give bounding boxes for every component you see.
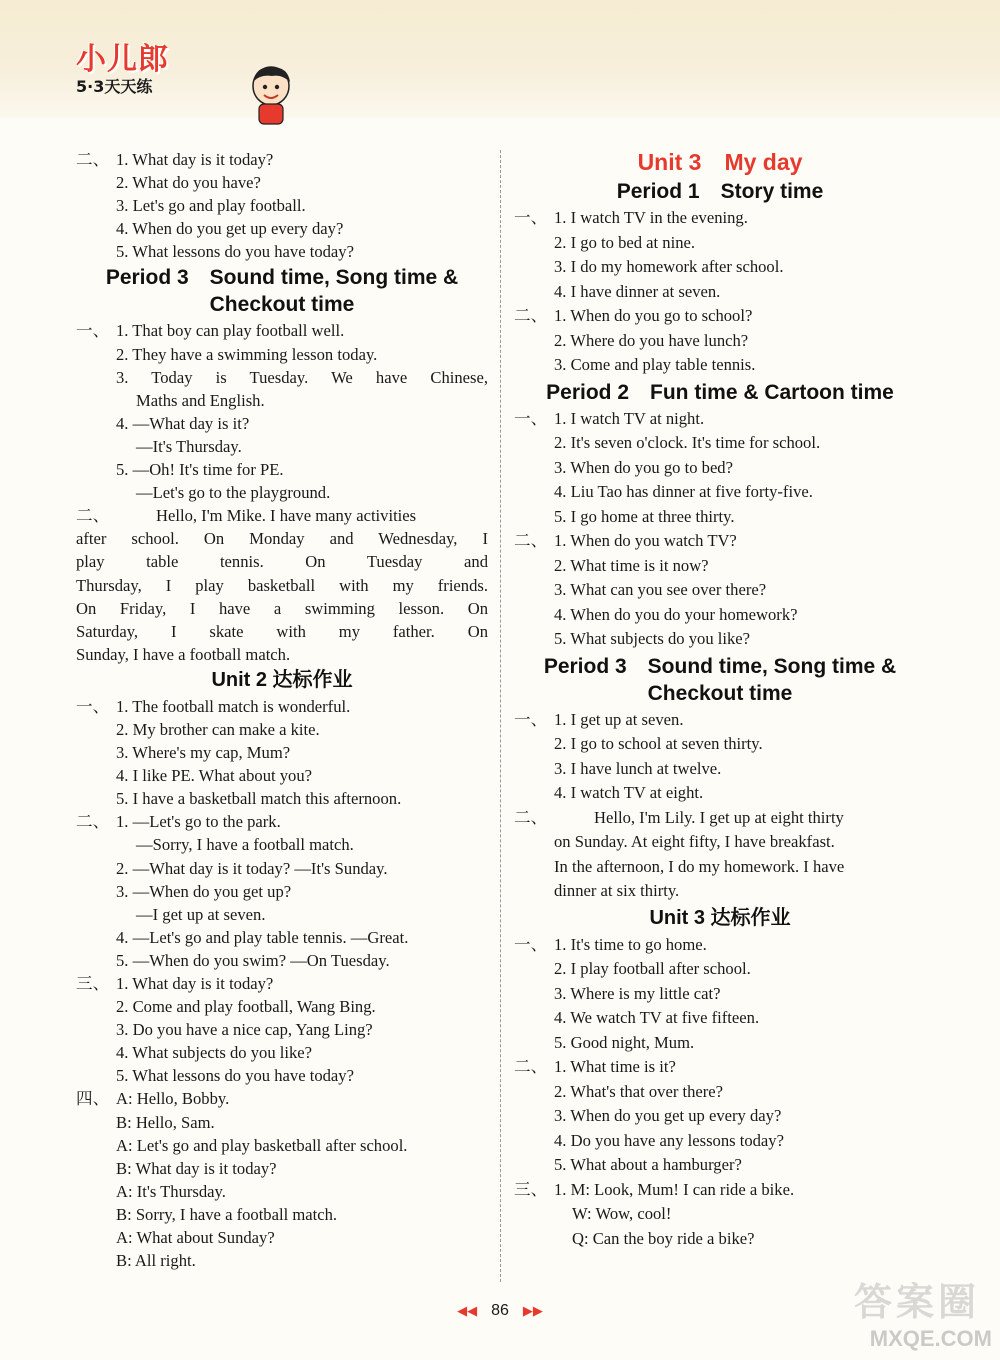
answer-text: Maths and English. — [136, 390, 265, 410]
answer-text: B: What day is it today? — [116, 1158, 277, 1178]
answer-line — [514, 757, 926, 782]
answer-line — [76, 620, 488, 643]
answer-text: Hello, I'm Mike. I have many activities — [156, 506, 417, 526]
answer-text: 1. What time is it? — [554, 1057, 676, 1076]
section-marker: 一、 — [514, 709, 548, 729]
answer-line — [514, 933, 926, 958]
answer-line — [76, 550, 488, 573]
answer-text: 2. I go to school at seven thirty. — [554, 734, 763, 753]
answer-text: 3. —When do you get up? — [116, 881, 292, 901]
section-marker: 二、 — [514, 807, 548, 827]
answer-line — [76, 343, 488, 366]
answer-line — [76, 833, 488, 856]
answer-line — [514, 957, 926, 982]
section-marker: 一、 — [76, 696, 110, 716]
section-marker: 二、 — [514, 1057, 548, 1076]
next-arrow-icon: ▶▶ — [522, 1303, 543, 1318]
answer-line — [76, 194, 488, 217]
answer-line — [514, 1006, 926, 1031]
answer-text: W: Wow, cool! — [572, 1204, 672, 1223]
left-column — [76, 148, 488, 1272]
answer-text: —It's Thursday. — [136, 436, 242, 456]
prev-arrow-icon: ◀◀ — [457, 1303, 478, 1318]
answer-line — [514, 1031, 926, 1056]
answer-text: 2. Come and play football, Wang Bing. — [116, 997, 376, 1017]
answer-line — [76, 926, 488, 949]
answer-text: 5. What about a hamburger? — [554, 1155, 742, 1174]
answer-text: In the afternoon, I do my homework. I have — [554, 856, 845, 876]
answer-text: 4. I like PE. What about you? — [116, 766, 313, 786]
answer-text: 3. Do you have a nice cap, Yang Ling? — [116, 1020, 373, 1040]
answer-line — [514, 480, 926, 505]
answer-line — [514, 603, 926, 628]
answer-line — [76, 1064, 488, 1087]
section-marker: 三、 — [514, 1179, 548, 1199]
answer-line — [514, 1153, 926, 1178]
answer-line — [76, 148, 488, 171]
answer-text: B: All right. — [116, 1251, 196, 1271]
answer-text: Sunday, I have a football match. — [76, 644, 291, 664]
answer-text: 2. I play football after school. — [554, 959, 751, 978]
answer-line — [76, 764, 488, 787]
page-number: 86 — [491, 1302, 509, 1319]
answer-text: 1. I watch TV at night. — [554, 408, 705, 428]
answer-text: 2. What do you have? — [116, 173, 261, 193]
answer-text: play table tennis. On Tuesday and — [76, 552, 488, 572]
answer-line — [76, 240, 488, 263]
answer-text: 2. I go to bed at nine. — [554, 232, 696, 252]
unit-test-heading: Unit 3 达标作业 — [649, 906, 791, 929]
answer-line — [514, 855, 926, 880]
answer-text: 5. What lessons do you have today? — [116, 1066, 354, 1086]
answer-text: 4. I watch TV at eight. — [554, 783, 704, 802]
answer-line — [514, 431, 926, 456]
answer-text: A: Let's go and play basketball after school. — [116, 1135, 408, 1155]
answer-line — [514, 781, 926, 806]
answer-line — [76, 1018, 488, 1041]
answer-text: Thursday, I play basketball with my friends. — [76, 575, 488, 595]
period-heading: Period 1 Story time — [616, 180, 824, 203]
answer-line — [76, 1226, 488, 1249]
answer-text: on Sunday. At eight fifty, I have breakfast. — [554, 832, 835, 851]
answer-line — [76, 597, 488, 620]
answer-line — [76, 504, 488, 527]
period-heading: Period 2 Fun time & Cartoon time — [546, 380, 894, 404]
brand-series: 5·3天天练 — [76, 77, 153, 96]
answer-line — [514, 708, 926, 733]
answer-text: 4. When do you get up every day? — [116, 219, 344, 239]
answer-text: 1. I watch TV in the evening. — [554, 208, 748, 227]
answer-line — [76, 718, 488, 741]
answer-text: 1. When do you go to school? — [554, 306, 753, 325]
answer-line — [76, 857, 488, 880]
answer-line — [514, 1104, 926, 1129]
answer-line — [76, 389, 488, 412]
mascot-boy-icon — [246, 64, 296, 126]
answer-text: 1. What day is it today? — [116, 150, 274, 169]
answer-text: 1. M: Look, Mum! I can ride a bike. — [554, 1179, 795, 1199]
unit-heading: Unit 3 My day — [637, 149, 803, 175]
answer-line — [514, 456, 926, 481]
answer-line — [514, 280, 926, 305]
answer-text: A: It's Thursday. — [116, 1181, 226, 1201]
section-marker: 四、 — [76, 1089, 110, 1109]
right-column — [514, 148, 926, 1251]
brand-name: 小儿郎 — [76, 42, 169, 77]
answer-text: A: What about Sunday? — [116, 1228, 275, 1248]
section-marker: 一、 — [76, 321, 110, 341]
answer-text: 3. I have lunch at twelve. — [554, 758, 722, 778]
answer-line — [76, 481, 488, 504]
answer-line — [76, 1203, 488, 1226]
brand-logo — [66, 30, 246, 100]
answer-line — [76, 995, 488, 1018]
answer-line — [76, 1041, 488, 1064]
answer-text: 5. What subjects do you like? — [554, 629, 751, 648]
answer-text: 3. I do my homework after school. — [554, 257, 784, 276]
answer-line — [76, 1111, 488, 1134]
answer-text: 1. The football match is wonderful. — [116, 696, 351, 716]
answer-line — [514, 1227, 926, 1252]
answer-text: 5. I go home at three thirty. — [554, 506, 735, 526]
answer-text: 4. Do you have any lessons today? — [554, 1130, 784, 1150]
answer-text: 3. Let's go and play football. — [116, 196, 306, 216]
answer-text: 4. I have dinner at seven. — [554, 281, 721, 301]
answer-text: 4. —Let's go and play table tennis. —Great. — [116, 927, 409, 947]
section-marker: 二、 — [514, 531, 548, 550]
answer-text: B: Hello, Sam. — [116, 1112, 215, 1132]
answer-text: 1. What day is it today? — [116, 974, 274, 993]
answer-text: 3. When do you get up every day? — [554, 1106, 782, 1125]
answer-line — [76, 435, 488, 458]
answer-text: On Friday, I have a swimming lesson. On — [76, 598, 488, 618]
answer-text: 1. It's time to go home. — [554, 934, 707, 954]
answer-text: 4. What subjects do you like? — [116, 1043, 313, 1063]
answer-line — [76, 319, 488, 342]
answer-line — [76, 643, 488, 666]
answer-line — [76, 1087, 488, 1110]
answer-text: 5. I have a basketball match this afternoon. — [116, 789, 402, 809]
answer-text: 5. —When do you swim? —On Tuesday. — [116, 950, 390, 970]
watermark-url: MXQE.COM — [869, 1326, 992, 1351]
answer-text: 1. When do you watch TV? — [554, 531, 737, 550]
answer-line — [514, 329, 926, 354]
answer-text: —I get up at seven. — [136, 904, 266, 924]
answer-text: 5. Good night, Mum. — [554, 1032, 695, 1052]
answer-text: 3. Come and play table tennis. — [554, 355, 756, 374]
section-marker: 二、 — [76, 812, 110, 832]
answer-text: 3. When do you go to bed? — [554, 457, 733, 477]
answer-line — [76, 171, 488, 194]
answer-line — [76, 1180, 488, 1203]
answer-line — [76, 412, 488, 435]
section-marker: 二、 — [76, 150, 110, 169]
answer-text: 2. Where do you have lunch? — [554, 330, 749, 350]
answer-text: 4. When do you do your homework? — [554, 604, 798, 624]
answer-line — [514, 982, 926, 1007]
answer-text: 5. What lessons do you have today? — [116, 242, 354, 262]
answer-line — [76, 366, 488, 389]
answer-line — [76, 458, 488, 481]
answer-line — [76, 903, 488, 926]
answer-text: Q: Can the boy ride a bike? — [572, 1228, 755, 1248]
answer-text: 3. Where's my cap, Mum? — [116, 743, 291, 763]
answer-line — [514, 806, 926, 831]
answer-line — [76, 217, 488, 240]
answer-text: 2. My brother can make a kite. — [116, 719, 320, 739]
answer-line — [76, 695, 488, 718]
answer-line — [514, 554, 926, 579]
answer-text: 2. It's seven o'clock. It's time for school. — [554, 433, 821, 452]
answer-text: 1. —Let's go to the park. — [116, 812, 281, 832]
answer-line — [76, 1134, 488, 1157]
unit-test-heading: Unit 2 达标作业 — [211, 668, 353, 691]
answer-line — [514, 529, 926, 554]
answer-line — [76, 949, 488, 972]
answer-line — [76, 1157, 488, 1180]
period-heading: Checkout time — [647, 681, 793, 705]
section-marker: 三、 — [76, 974, 110, 993]
answer-line — [514, 505, 926, 530]
answer-text: 4. We watch TV at five fifteen. — [554, 1008, 760, 1027]
answer-line — [76, 880, 488, 903]
answer-line — [514, 1202, 926, 1227]
answer-line — [514, 830, 926, 855]
answer-line — [514, 304, 926, 329]
answer-text: 2. What's that over there? — [554, 1081, 724, 1101]
answer-text: 4. —What day is it? — [116, 413, 250, 433]
section-marker: 一、 — [514, 208, 548, 227]
answer-text: 5. —Oh! It's time for PE. — [116, 460, 284, 480]
answer-text: after school. On Monday and Wednesday, I — [76, 529, 488, 549]
period-heading: Period 3 Sound time, Song time & — [543, 654, 897, 678]
column-divider — [500, 150, 501, 1282]
answer-line — [514, 353, 926, 378]
answer-text: 1. I get up at seven. — [554, 709, 684, 729]
answer-text: 4. Liu Tao has dinner at five forty-five. — [554, 482, 813, 501]
answer-line — [514, 231, 926, 256]
answer-text: 2. They have a swimming lesson today. — [116, 344, 378, 364]
answer-text: 3. Today is Tuesday. We have Chinese, — [116, 367, 488, 387]
answer-text: 2. What time is it now? — [554, 555, 709, 575]
answer-line — [514, 879, 926, 904]
answer-text: 3. What can you see over there? — [554, 580, 767, 599]
section-marker: 一、 — [514, 934, 548, 954]
answer-line — [514, 1129, 926, 1154]
answer-line — [514, 627, 926, 652]
answer-line — [76, 741, 488, 764]
answer-text: Saturday, I skate with my father. On — [76, 621, 488, 641]
answer-text: 2. —What day is it today? —It's Sunday. — [116, 858, 388, 878]
answer-line — [76, 972, 488, 995]
answer-line — [514, 1178, 926, 1203]
answer-text: —Sorry, I have a football match. — [136, 835, 354, 855]
answer-line — [514, 732, 926, 757]
section-marker: 二、 — [76, 506, 110, 526]
answer-text: B: Sorry, I have a football match. — [116, 1204, 338, 1224]
answer-line — [514, 407, 926, 432]
answer-line — [514, 1055, 926, 1080]
section-marker: 一、 — [514, 408, 548, 428]
answer-text: 3. Where is my little cat? — [554, 983, 721, 1003]
answer-line — [76, 574, 488, 597]
answer-text: dinner at six thirty. — [554, 881, 680, 900]
answer-line — [76, 1249, 488, 1272]
answer-text: 1. That boy can play football well. — [116, 321, 345, 341]
period-heading: Period 3 Sound time, Song time & — [105, 266, 459, 290]
answer-line — [514, 1080, 926, 1105]
section-marker: 二、 — [514, 306, 548, 325]
answer-line — [76, 527, 488, 550]
watermark — [790, 1264, 1000, 1354]
answer-line — [514, 255, 926, 280]
answer-text: Hello, I'm Lily. I get up at eight thirty — [594, 807, 844, 827]
answer-line — [76, 787, 488, 810]
answer-line — [76, 810, 488, 833]
period-heading: Checkout time — [209, 293, 355, 317]
answer-line — [514, 578, 926, 603]
answer-text: A: Hello, Bobby. — [116, 1089, 230, 1109]
watermark-chinese: 答案圈 — [853, 1280, 980, 1324]
answer-text: —Let's go to the playground. — [136, 483, 331, 503]
answer-line — [514, 206, 926, 231]
